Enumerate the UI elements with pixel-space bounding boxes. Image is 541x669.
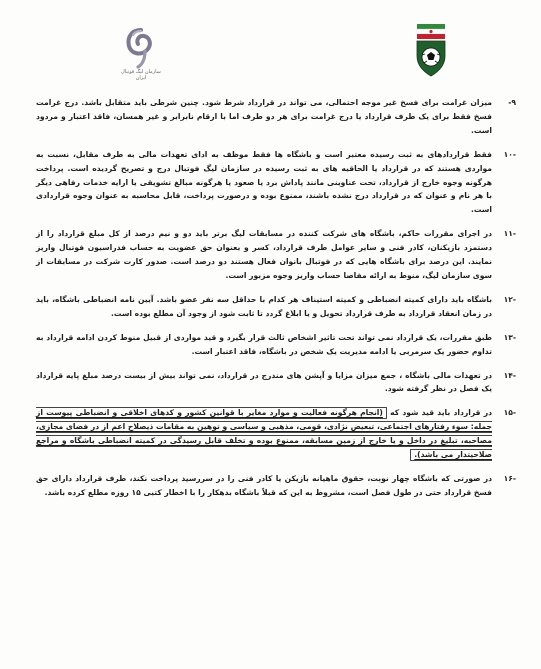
clause-12 bbox=[36, 293, 516, 321]
clause-text: در اجرای مقررات حاکم، باشگاه های شرکت کننده در مسابقات لیگ برتر باید دو و نیم درصد از کل مبلغ قرارداد را از دستمزد بازیکنان، کادر فنی و سایر عوامل طرف قرارداد، کسر و بعنوان حق عضویت به حساب فدراسیون فوتبال واریز نمایند. این درصد برای باشگاه هایی که در فوتبال بانوان فعال هستند دو درصد است. صدور کارت شرکت در مسابقات از سوی سازمان لیگ، منوط به ارائه مفاصا حساب واریز وجوه مزبور است. bbox=[36, 229, 492, 280]
clause-9 bbox=[36, 96, 516, 138]
clause-text: فقط قراردادهای به ثبت رسیده معتبر است و باشگاه ها فقط موظف به ادای تعهدات مالی به طرف مقابل، نسبت به مواردی هستند که در قرارداد یا الحاقیه های به ثبت رسیده در سازمان لیگ فوتبال درج و تصریح گردیده است. پرداخت هرگونه وجوه خارج از قرارداد، تحت عناوینی مانند پاداش برد یا صعود یا هرگونه مبالغ تشویقی یا ارایه خدمات رفاهی دیگر با هر نام و عنوان که در قرارداد درج نشده باشند، ممنوع بوده و درصورت پرداخت، قابل محاسبه به عنوان وجوه قراردادی است. bbox=[36, 149, 492, 215]
league-logo bbox=[116, 26, 166, 80]
clause-text: طبق مقررات، یک قرارداد نمی تواند تحت تاثیر اشخاص ثالث قرار بگیرد و قید مواردی از قبیل منوط کردن ادامه قرارداد به تداوم حضور یک سرمربی یا ادامه مدیریت یک شخص در باشگاه، فاقد اعتبار است. bbox=[36, 332, 492, 356]
clauses-list bbox=[36, 96, 516, 500]
clause-14 bbox=[36, 369, 516, 397]
clause-13 bbox=[36, 331, 516, 359]
clause-number: -۱۳ bbox=[503, 332, 516, 342]
clause-number: -۱۴ bbox=[503, 370, 516, 380]
clause-number: -۱۲ bbox=[503, 294, 516, 304]
clause-text bbox=[36, 406, 492, 462]
clause-text: در تعهدات مالی باشگاه ، جمع میزان مزایا و آپشن های مندرج در قرارداد، نمی تواند بیش از بیست درصد مبلغ پایه قرارداد یک فصل در نظر گرفته شود. bbox=[36, 370, 492, 394]
page-header bbox=[0, 0, 541, 80]
swirl-emblem-icon bbox=[121, 26, 161, 70]
clause-text: باشگاه باید دارای کمیته انضباطی و کمیته استیناف هر کدام با حداقل سه نفر عضو باشد. آیین نامه انضباطی باشگاه، باید در زمان انعقاد قرارداد به طرف قرارداد تحویل و یا ابلاغ گردد تا ثابت شود از وجود آن مطلع بوده است. bbox=[36, 294, 492, 318]
clause-number: ۹- bbox=[508, 98, 516, 107]
federation-crest-icon bbox=[414, 22, 448, 80]
clause-15 bbox=[36, 406, 516, 462]
clause-text-intro: در قرارداد باید قید شود که bbox=[386, 408, 492, 418]
clause-10 bbox=[36, 148, 516, 218]
clause-number: -۱۵ bbox=[503, 408, 516, 418]
clause-text: میزان غرامت برای فسخ غیر موجه احتمالی، می تواند در قرارداد شرط شود. چنین شرطی باید متقابل باشد. درج غرامت فسخ فقط برای یک طرف قرارداد یا درج غرامت برای هر دو طرف اما با ارقام نابرابر و غیر همسان، فاقد اعتبار و مردود است. bbox=[36, 98, 492, 135]
clause-11 bbox=[36, 227, 516, 283]
clause-number: -۱۶ bbox=[503, 473, 516, 483]
clause-highlighted-text: (انجام هرگونه فعالیت و موارد مغایر با قوانین کشور و کدهای اخلاقی و انضباطی پیوست از جمله: سوء رفتارهای اجتماعی، تبعیض نژادی، قومی، مذهبی و سیاسی و توهین به مقامات ذیصلاح اعم از در فضای مجازی، مصاحبه، تبلیغ در داخل و یا خارج از زمین مسابقه، ممنوع بوده و تخلف قابل رسیدگی در کمیته انضباطی باشگاه و مراجع صلاحیتدار می باشد). bbox=[36, 408, 492, 460]
clause-number: -۱۰ bbox=[503, 149, 516, 159]
clause-text: در صورتی که باشگاه چهار نوبت، حقوق ماهیانه بازیکن یا کادر فنی را در سررسید پرداخت نکند، طرف قرارداد دارای حق فسخ قرارداد حتی در طول فصل است، مشروط به این که قبلاً باشگاه بدهکار را با اخطار کتبی ۱۵ روزه مطلع کرده باشد. bbox=[36, 473, 492, 497]
clause-number: -۱۱ bbox=[503, 229, 516, 239]
clause-16 bbox=[36, 472, 516, 500]
federation-logo bbox=[414, 22, 448, 80]
league-logo-caption: سازمان لیگ فوتبال ایران bbox=[121, 69, 161, 81]
